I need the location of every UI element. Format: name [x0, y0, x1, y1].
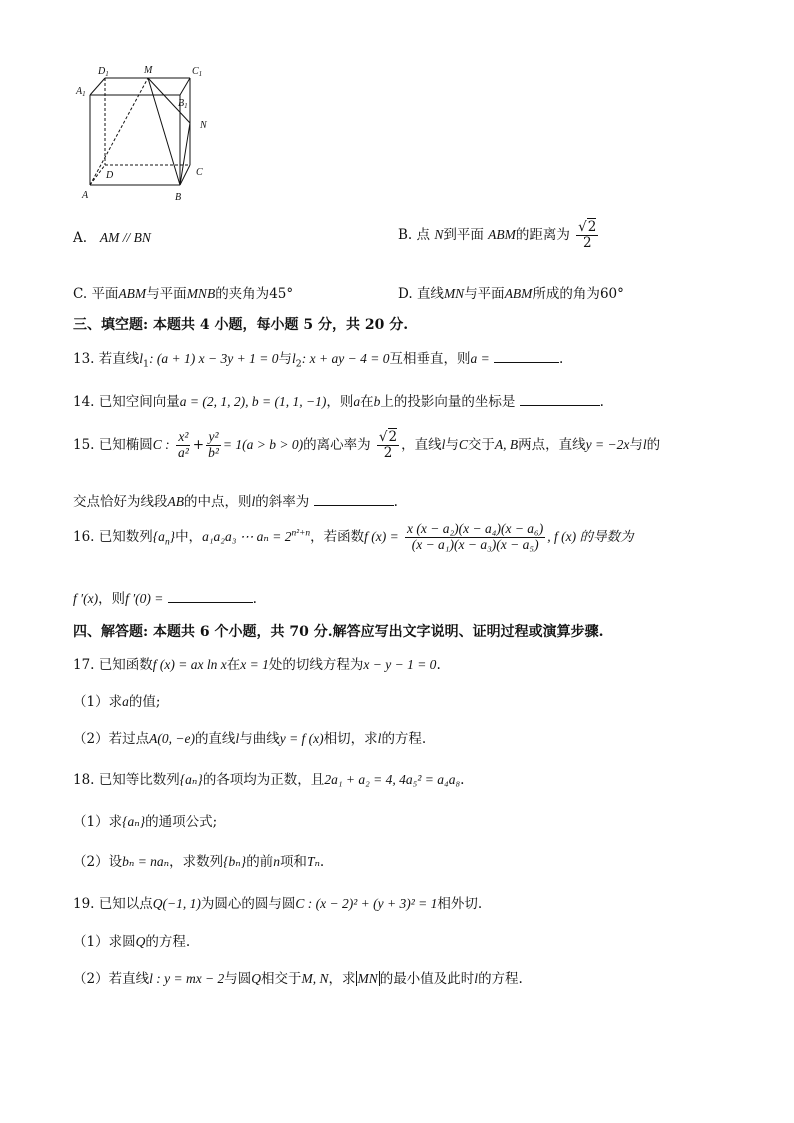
question-17: 17. 已知函数f (x) = ax ln x在x = 1处的切线方程为x − y − 1 = 0. [73, 657, 441, 673]
section-3-title: 三、填空题: 本题共 4 小题，每小题 5 分，共 20 分. [73, 317, 409, 333]
cube-figure [60, 60, 230, 205]
question-15: 15. 已知椭圆C : $\frac{\text{x²}}{\text{a²}}$ + $\frac{\text{y²}}{\text{b²}}$ = 1(a > b > 0)的离心率为 $\frac{√2}{2}$ ，直线l与C交于A, B两点，直线y = −2x与l的 [73, 429, 661, 461]
question-15-line2: 交点恰好为线段AB的中点，则l的斜率为 . [73, 494, 398, 510]
option-c: C. 平面ABM与平面MNB的夹角为45° [73, 286, 294, 302]
question-14: 14. 已知空间向量a = (2, 1, 2), b = (1, 1, −1)，则a在b上的投影向量的坐标是 . [73, 394, 604, 410]
answer-blank[interactable] [168, 590, 253, 603]
answer-blank[interactable] [494, 350, 559, 363]
option-a: A. AM // BN [73, 230, 151, 246]
label-C: C [196, 167, 203, 178]
question-18-part2: （2）设bₙ = naₙ，求数列{bₙ}的前n项和Tₙ. [73, 854, 325, 870]
answer-blank[interactable] [520, 393, 600, 406]
cube-diagram [60, 60, 230, 205]
question-19-part1: （1）求圆Q的方程. [73, 934, 191, 950]
fraction-sqrt2-over-2: $\frac{√2}{2}$ [578, 219, 597, 251]
label-B1: $B_1$ [178, 98, 188, 110]
answer-blank[interactable] [314, 493, 394, 506]
question-18: 18. 已知等比数列{aₙ}的各项均为正数，且2a₁ + a₂ = 4, 4a₅² = a₄a₈. [73, 772, 465, 788]
label-C1: $C_1$ [192, 66, 203, 78]
question-19: 19. 已知以点Q(−1, 1)为圆心的圆与圆C : (x − 2)² + (y + 3)² = 1相外切. [73, 896, 483, 912]
question-19-part2: （2）若直线l : y = mx − 2与圆Q相交于M, N，求 MN 的最小值及此时l的方程. [73, 971, 523, 987]
label-N: N [200, 120, 207, 131]
question-16: 16. 已知数列$\{a_n\}$中，a₁a₂a₃ ⋯ $a_n = 2^{n^2+n}$，若函数f (x) = $\frac{\text{x (x − a₂)(x − a₄)(x − a₆)}}{\text{(x − a₁)(x − a₃)(x − a₅)}}$ , f (x) 的导数为 [73, 521, 634, 552]
label-M: M [144, 65, 153, 76]
question-13: 13. 若直线$l_1$: (a + 1) x − 3y + 1 = 0与$l_2$: x + ay − 4 = 0互相垂直，则a = . [73, 351, 564, 370]
label-A: A [82, 190, 89, 201]
option-d: D. 直线MN与平面ABM所成的角为60° [398, 286, 624, 302]
question-18-part1: （1）求{aₙ}的通项公式; [73, 814, 218, 830]
question-16-line2: f ′(x)，则f ′(0) = . [73, 591, 257, 607]
label-A1: $A_1$ [76, 86, 86, 98]
label-B: B [175, 192, 182, 203]
question-17-part2: （2）若过点A(0, −e)的直线l与曲线y = f (x)相切，求l的方程. [73, 731, 427, 747]
question-17-part1: （1）求a的值; [73, 694, 161, 710]
option-b: B. 点 N到平面 ABM的距离为 $\frac{√2}{2}$ [398, 219, 597, 251]
section-4-title: 四、解答题: 本题共 6 个小题，共 70 分.解答应写出文字说明、证明过程或演算步骤. [73, 624, 604, 640]
label-D: D [106, 170, 114, 181]
label-D1: $D_1$ [98, 66, 109, 78]
